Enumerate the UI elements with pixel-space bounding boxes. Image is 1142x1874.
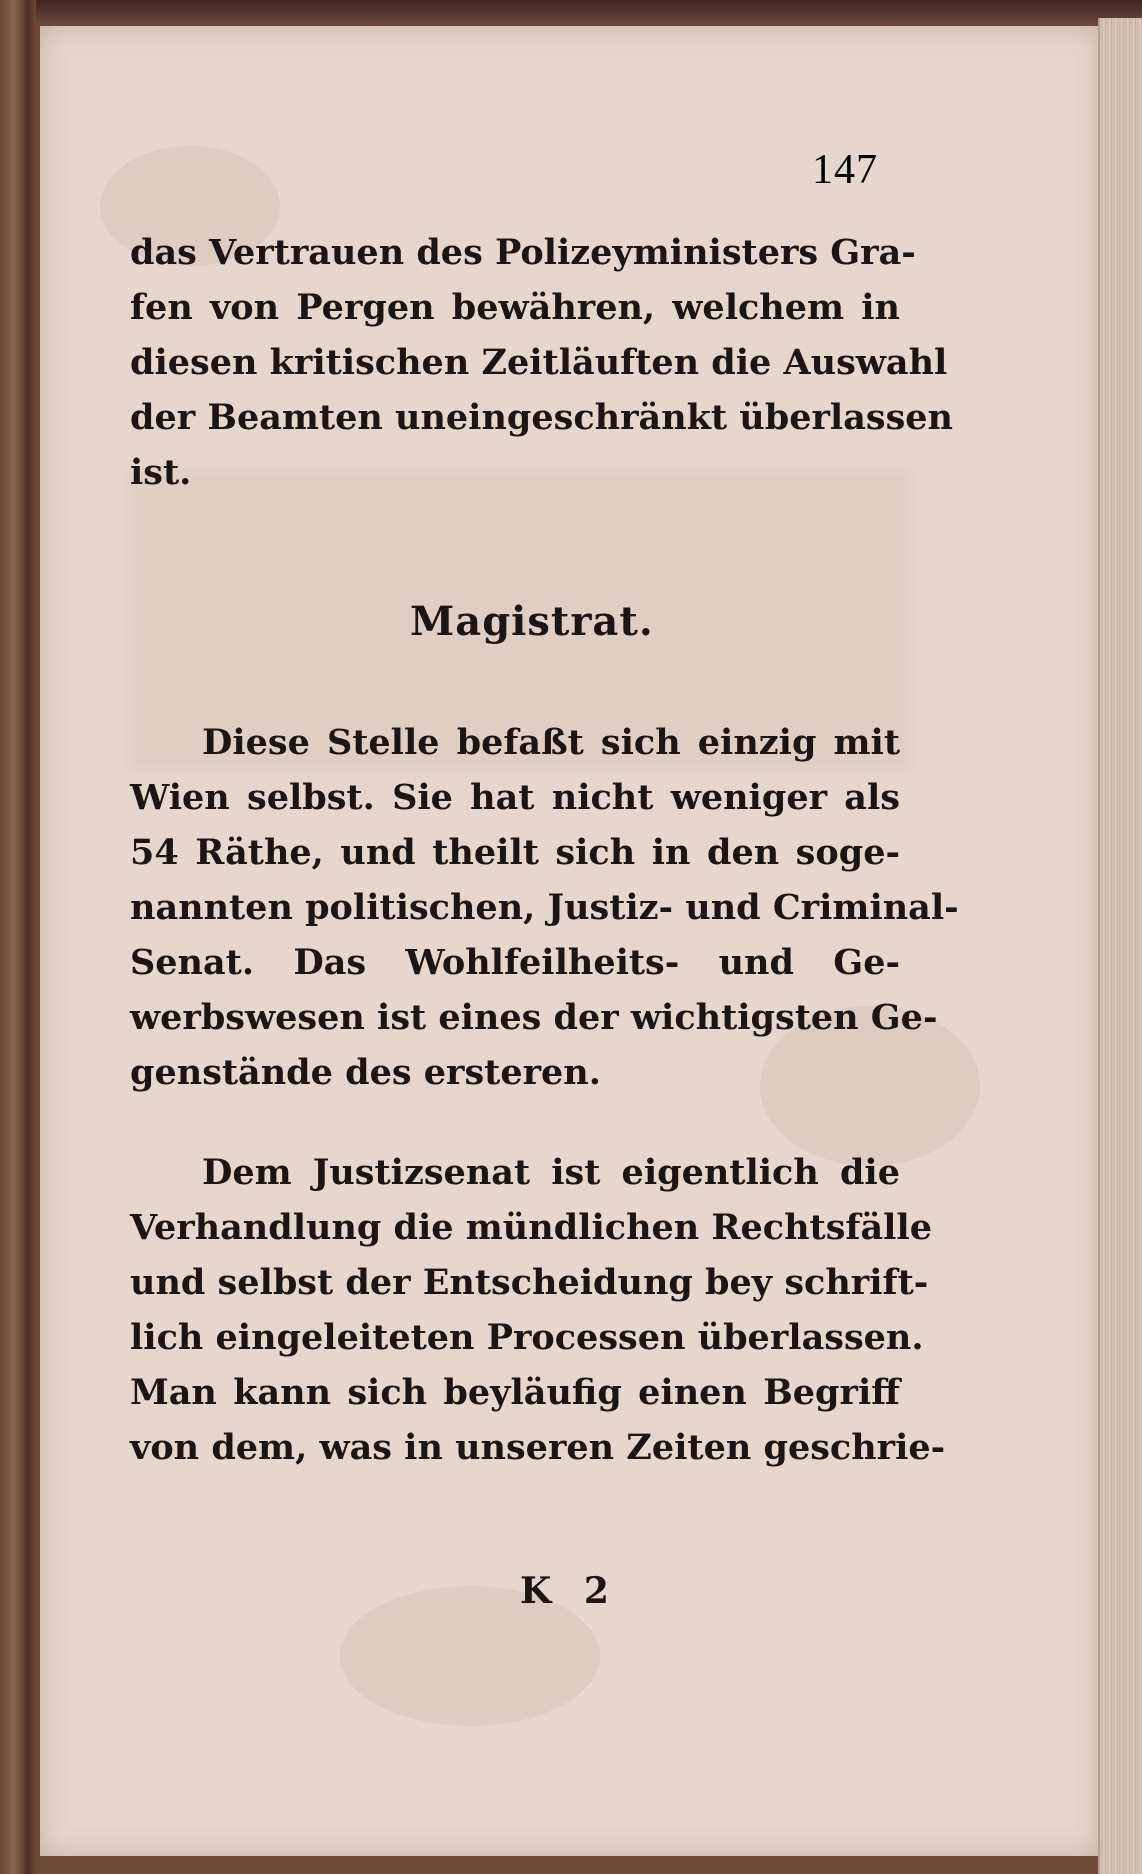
text-line: diesen kritischen Zeitläuften die Auswahl	[130, 342, 948, 383]
text-line: Diese Stelle befaßt sich einzig mit	[202, 722, 900, 763]
section-heading: Magistrat.	[410, 598, 654, 645]
text-line: Verhandlung die mündlichen Rechtsfälle	[130, 1207, 932, 1248]
text-line: das Vertrauen des Polizeyministers Gra-	[130, 232, 916, 273]
text-line: lich eingeleiteten Processen überlassen.	[130, 1317, 924, 1358]
text-line: nannten politischen, Justiz- und Criminal-	[130, 887, 959, 928]
text-line: 54 Räthe, und theilt sich in den soge-	[130, 832, 900, 873]
book-top-edge	[36, 0, 1142, 26]
text-line: Man kann sich beyläufig einen Begriff	[130, 1372, 900, 1413]
signature-mark: K 2	[520, 1570, 619, 1612]
text-line: ist.	[130, 452, 192, 493]
page-number: 147	[812, 147, 878, 193]
text-line: genstände des ersteren.	[130, 1052, 601, 1093]
text-line: der Beamten uneingeschränkt überlassen	[130, 397, 953, 438]
text-line: fen von Pergen bewähren, welchem in	[130, 287, 900, 328]
text-line: Wien selbst. Sie hat nicht weniger als	[130, 777, 900, 818]
text-line: werbswesen ist eines der wichtigsten Ge-	[130, 997, 938, 1038]
text-line: Dem Justizsenat ist eigentlich die	[202, 1152, 900, 1193]
text-line: und selbst der Entscheidung bey schrift-	[130, 1262, 929, 1303]
text-line: von dem, was in unseren Zeiten geschrie-	[130, 1427, 946, 1468]
page-stack-edge	[1098, 18, 1142, 1874]
text-line: Senat. Das Wohlfeilheits- und Ge-	[130, 942, 900, 983]
